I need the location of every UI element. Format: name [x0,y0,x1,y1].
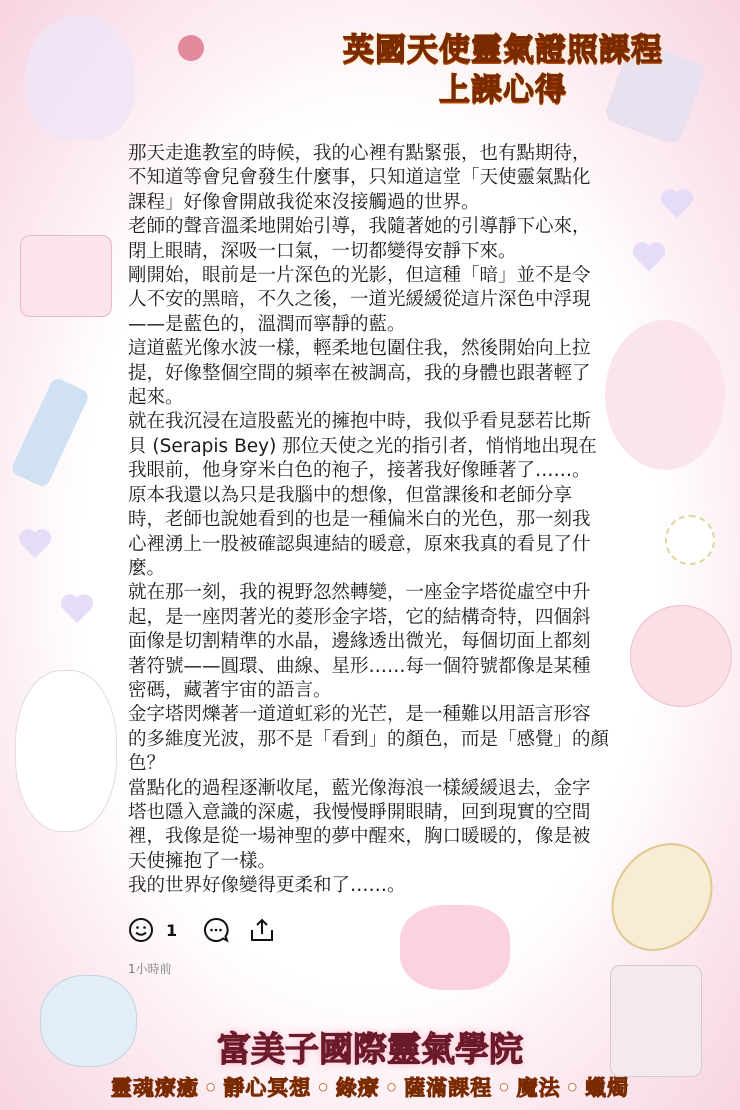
post-line: 麼。 [128,557,166,579]
academy-name: 富美子國際靈氣學院 [217,1030,523,1070]
flower-illustration [665,515,715,565]
post-line: 密碼，藏著宇宙的語言。 [128,679,332,701]
cosme-box-illustration [20,235,112,317]
post-line: 這道藍光像水波一樣，輕柔地包圍住我，然後開始向上拉 [128,338,591,360]
post-line: 人不安的黑暗，不久之後，一道光緩緩從這片深色中浮現 [128,289,591,311]
post-line: 就在那一刻，我的視野忽然轉變，一座金字塔從虛空中升 [128,582,591,604]
title-line-2: 上課心得 [439,72,567,108]
post-line: 課程」好像會開啟我從來沒接觸過的世界。 [128,191,480,213]
post-line: 著符號——圓環、曲線、星形……每一個符號都像是某種 [128,655,591,677]
separator-dot: • [565,1076,581,1100]
service-item: 靜心冥想 [223,1076,312,1100]
post-paragraph [128,264,618,337]
share-icon[interactable] [249,917,275,943]
post-line: 塔也隱入意識的深處，我慢慢睜開眼睛，回到現實的空間 [128,801,591,823]
post-line: 閉上眼睛，深吸一口氣，一切都變得安靜下來。 [128,240,517,262]
post-line: 剛開始，眼前是一片深色的光影，但這種「暗」並不是令 [128,265,591,287]
post-line: 金字塔閃爍著一道道虹彩的光芒，是一種難以用語言形容 [128,704,591,726]
post-paragraph [128,215,618,264]
title-line-1: 英國天使靈氣證照課程 [343,32,663,68]
separator-dot: • [316,1076,331,1100]
post-line: 的多維度光波，那不是「看到」的顏色，而是「感覺」的顏 [128,728,610,750]
post-line: 提，好像整個空間的頻率在被調高，我的身體也跟著輕了 [128,362,591,384]
heart-icon [18,530,52,560]
post-line: 老師的聲音溫柔地開始引導，我隨著她的引導靜下心來， [128,216,591,238]
post-line: 那天走進教室的時候，我的心裡有點緊張，也有點期待， [128,143,591,164]
service-item: 薩滿課程 [404,1076,493,1100]
post-paragraph [128,410,618,483]
post-paragraph [128,703,618,776]
heart-icon [632,243,666,273]
separator-dot: • [203,1076,219,1100]
post-line: 我眼前，他身穿米白色的袍子，接著我好像睡著了……。 [128,460,591,482]
lipstick-illustration [10,376,91,488]
post-paragraph [128,874,618,898]
post-line: 時，老師也說她看到的也是一種偏米白的光色，那一刻我 [128,509,591,531]
heart-icon [60,595,94,625]
cat-illustration [25,15,135,140]
post-paragraph [128,581,618,703]
post-paragraph [128,777,618,875]
post-paragraph [128,484,618,582]
page-title [318,30,688,110]
post-line: 起，是一座閃著光的菱形金字塔，它的結構奇特，四個斜 [128,606,591,628]
post-line: 我的世界好像變得更柔和了……。 [128,875,406,897]
rose-illustration [178,35,204,61]
heart-icon [660,190,694,220]
post-line: 面像是切割精準的水晶，邊緣透出微光，每個切面上都刻 [128,631,591,653]
post-line: ——是藍色的，溫潤而寧靜的藍。 [128,313,406,335]
comment-icon[interactable] [203,917,229,943]
post-paragraph [128,337,618,410]
separator-dot: • [384,1076,400,1100]
post-line: 裡，我像是從一場神聖的夢中醒來，胸口暖暖的，像是被 [128,826,591,848]
post-line: 色？ [128,753,166,775]
compact-illustration [630,605,732,707]
reaction-count: 1 [166,920,178,940]
service-item: 綠療 [335,1076,380,1100]
post-line: 當點化的過程逐漸收尾，藍光像海浪一樣緩緩退去，金字 [128,777,591,799]
service-item: 靈魂療癒 [110,1076,199,1100]
post-timestamp: 1小時前 [128,962,172,976]
angel-heart-illustration [400,905,510,990]
post-actions [128,915,275,945]
services-list [0,1072,740,1102]
post-line: 起來。 [128,387,184,409]
post-line: 不知道等會兒會發生什麼事，只知道這堂「天使靈氣點化 [128,167,591,189]
bunny-illustration [15,670,117,832]
post-line: 原本我還以為只是我腦中的想像，但當課後和老師分享 [128,484,573,506]
post-line: 就在我沉浸在這股藍光的擁抱中時，我似乎看見瑟若比斯 [128,411,591,433]
separator-dot: • [497,1076,512,1100]
post-line: 貝 (Serapis Bey) 那位天使之光的指引者，悄悄地出現在 [128,435,597,457]
service-item: 蠟燭 [585,1076,630,1100]
post-paragraph [128,142,618,215]
girl-illustration [605,320,725,470]
post-line: 心裡湧上一股被確認與連結的暖意，原來我真的看見了什 [128,533,591,555]
post-line: 天使擁抱了一樣。 [128,850,277,872]
smiley-icon[interactable] [128,917,154,943]
service-item: 魔法 [516,1076,561,1100]
post-body [128,142,618,899]
